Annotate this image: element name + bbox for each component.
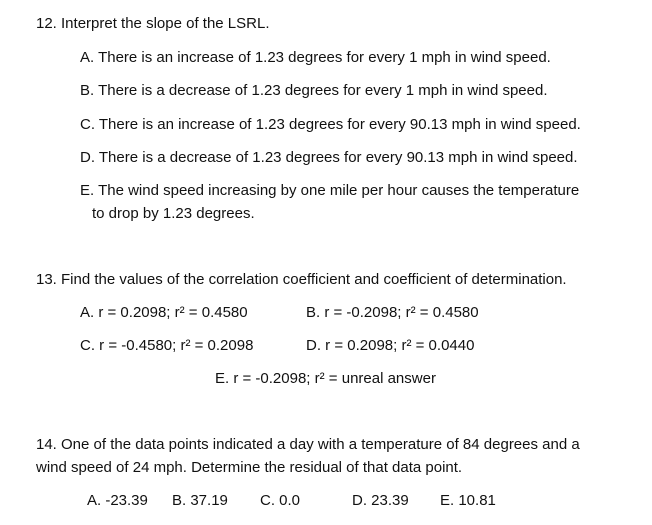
question-13-option-a: A. r = 0.2098; r² = 0.4580 (80, 304, 248, 321)
question-13-option-e: E. r = -0.2098; r² = unreal answer (215, 370, 436, 387)
question-12-option-e-continued: to drop by 1.23 degrees. (92, 205, 255, 222)
question-13-option-c: C. r = -0.4580; r² = 0.2098 (80, 337, 254, 354)
question-13-option-b: B. r = -0.2098; r² = 0.4580 (306, 304, 479, 321)
question-12-option-a: A. There is an increase of 1.23 degrees for every 1 mph in wind speed. (80, 49, 551, 66)
question-13-option-d: D. r = 0.2098; r² = 0.0440 (306, 337, 475, 354)
question-14-option-a: A. -23.39 (87, 492, 148, 509)
question-14-option-c: C. 0.0 (260, 492, 301, 509)
question-12-option-e: E. The wind speed increasing by one mile per hour causes the temperature (80, 182, 580, 199)
question-14-prompt-line-1: 14. One of the data points indicated a day with a temperature of 84 degrees and a (36, 436, 580, 453)
question-12-option-d: D. There is a decrease of 1.23 degrees for every 90.13 mph in wind speed. (80, 149, 578, 166)
question-12-option-b: B. There is a decrease of 1.23 degrees for every 1 mph in wind speed. (80, 82, 548, 99)
question-12-option-c: C. There is an increase of 1.23 degrees for every 90.13 mph in wind speed. (80, 116, 581, 133)
question-14-option-e: E. 10.81 (440, 492, 496, 509)
question-13-prompt: 13. Find the values of the correlation coefficient and coefficient of determination. (36, 271, 567, 288)
question-14-option-d: D. 23.39 (352, 492, 409, 509)
question-14-option-b: B. 37.19 (172, 492, 228, 509)
question-12-prompt: 12. Interpret the slope of the LSRL. (36, 15, 270, 32)
question-14-prompt-line-2: wind speed of 24 mph. Determine the residual of that data point. (36, 459, 463, 476)
